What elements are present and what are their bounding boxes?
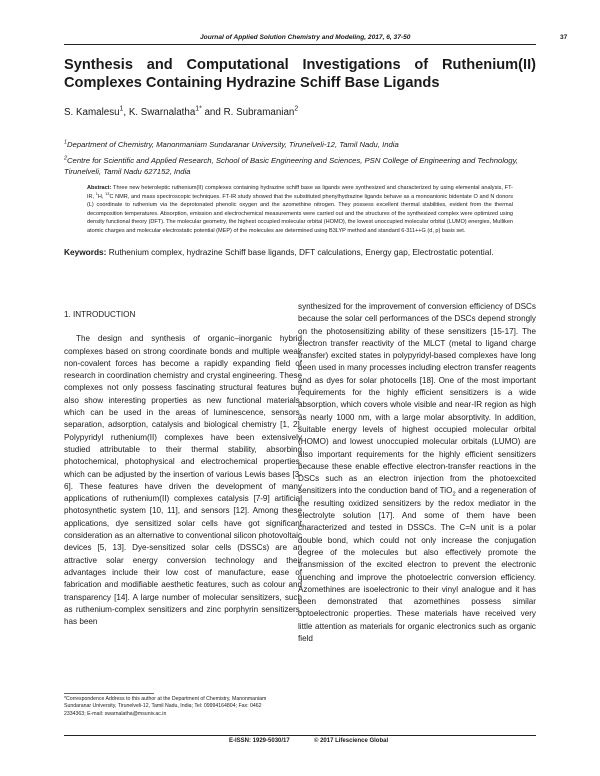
- abstract: [87, 184, 513, 236]
- author-affiliation-mark: 1: [119, 105, 124, 113]
- nmr-superscript: 1: [95, 190, 98, 196]
- abstract-text: Three new heteroleptic ruthenium(II) complexes containing hydrazine schiff base as ligands were synthesized and characterized by using elemental analysis, FT-IR,: [87, 185, 513, 200]
- affiliation-1: [64, 139, 536, 150]
- body-text: synthesized for the improvement of conversion efficiency of DSCs because the solar cell performances of the DSCs depend strongly on the photosensitizing ability of these sensitizers [15-17]. The electron transfer reactivity of the MLCT (metal to ligand charge transfer) excited states in polypyridyl-based complexes have long been used in many processes including electron transfer reagents and as dyes for solar photocells [18]. One of the most important requirements for the highly efficient sensitizers is a wide absorption, which covers whole visible and near-IR region as high as nearly 1000 nm, with a large molar absorptivity. In addition, suitable energy levels of highest occupied molecular orbital (HOMO) and lowest unoccupied molecular orbitals (LUMO) are also important requirements for the highly efficient sensitizers because these enable effective electron-transfer reactions in the DSCs such as an electron injection from the photoexcited sensitizers into the conduction band of TiO: [298, 302, 536, 496]
- nmr-superscript: 13: [105, 190, 110, 196]
- keywords-text: Ruthenium complex, hydrazine Schiff base ligands, DFT calculations, Energy gap, Electrostatic potential.: [106, 247, 494, 257]
- copyright: © 2017 Lifescience Global: [314, 738, 389, 744]
- section-heading: 1. INTRODUCTION: [64, 310, 136, 319]
- keywords: [64, 246, 536, 258]
- keywords-label: Keywords:: [64, 247, 107, 257]
- page-number: 37: [560, 34, 568, 41]
- abstract-text: C NMR, and mass spectroscopic techniques. FT-IR study showed that the substituted phenylhydrazine ligands behave as a monoanionic bidentate O and N donors (L) coordinate to ruthenium via the deprotonated phenolic oxygen and the azomethine nitrogen. They possess excellent thermal stabilities, evident from the thermal decomposition temperatures. Absorption, emission and electrochemical measurements were carried out and the structures of the synthesized complex were optimized using density functional theory (DFT). The molecular geometry, the highest occupied molecular orbital (HOMO), the lowest unoccupied molecular orbital (LUMO) energies, Mulliken atomic charges and molecular electrostatic potential (MEP) of the molecules are determined using B3LYP method and standard 6-311++G (d, p) basis set.: [87, 193, 513, 234]
- affiliation-mark: 2: [64, 155, 67, 162]
- affiliation-mark: 1: [64, 139, 67, 146]
- author-affiliation-mark: 1*: [195, 105, 202, 113]
- author-name: R. Subramanian: [223, 107, 295, 118]
- header-divider: [64, 44, 536, 45]
- issn: E-ISSN: 1929-5030/17: [229, 738, 290, 744]
- footnote-divider: [64, 693, 154, 694]
- author-name: S. Kamalesu: [64, 107, 120, 118]
- author-name: K. Swarnalatha: [128, 107, 196, 118]
- footer-divider: [64, 735, 536, 736]
- affiliation-text: Department of Chemistry, Manonmaniam Sundaranar University, Tirunelveli-12, Tamil Nadu, India: [67, 140, 399, 149]
- correspondence-footnote: *Correspondence Address to this author at the Department of Chemistry, Manonmaniam Sundaranar University, Tirunelveli-12, Tamil Nadu, India; Tel: 09994164804; Fax: 0462 2334363; E-mail: swarnalatha@msuniv.ac.in: [64, 696, 267, 717]
- article-title: Synthesis and Computational Investigations of Ruthenium(II) Complexes Containing Hydrazine Schiff Base Ligands: [64, 57, 536, 91]
- left-column: [64, 309, 302, 628]
- author-separator: ,: [123, 107, 129, 118]
- running-head: Journal of Applied Solution Chemistry and Modeling, 2017, 6, 37-50: [200, 34, 411, 41]
- intro-paragraph: The design and synthesis of organic–inorganic hybrid complexes based on strong coordinate bonds and multiple weak non-covalent forces has become a rapidly expanding field of research in coordination chemistry and crystal engineering. These complexes not only possess fascinating structural features but also show interesting properties as new functional materials, which can be used in the areas of luminescence, sensors, separation, adsorption, catalysis and biological chemistry [1, 2]. Polypyridyl ruthenium(II) complexes have been extensively studied attributable to their thermal stability, absorbing photochemical, photophysical and electrochemical properties, which can be adjusted by the insertion of various Lewis bases [3-6]. These features have driven the development of many applications of ruthenium(II) complexes catalysis [7-9] artificial photosynthetic system [10, 11], and sensors [12]. Among these applications, dye sensitized solar cells have got significant consideration as an alternative to conventional silicon photovoltaic devices [5, 13]. Dye-sensitized solar cells (DSSCs) are an attractive solar energy conversion technology and their advantages include their low cost of manufacture, ease of fabrication and modifiable aesthetic features, such as colour and transparency [14]. A large number of molecular sensitizers, such as ruthenium-complex sensitizers and zinc porphyrin sensitizers, has been: [64, 334, 302, 627]
- author-affiliation-mark: 2: [294, 105, 299, 113]
- right-column: [298, 301, 536, 645]
- body-text: and a regeneration of the resulting oxidized sensitizers by the redox mediator in the electrolyte solution [17]. And some of them have been characterized and tested in DSSCs. The C=N unit is a polar double bond, which could not only increase the conjugation degree of the molecules but also effectively promote the transmission of the excited electron to prevent the electronic quenching and improve the photoelectric conversion efficiency. Azomethines are isoelectronic to their vinyl analogue and it has been demonstrated that azomethines possess similar optoelectronic properties. These materials have received very little attention as materials for organic electronics such as organic field: [298, 486, 536, 644]
- affiliation-text: Centre for Scientific and Applied Research, School of Basic Engineering and Sciences, PSN College of Engineering and Technology, Tirunelveli, Tamil Nadu 627152, India: [64, 156, 518, 176]
- abstract-label: Abstract:: [87, 185, 112, 191]
- abstract-text: H,: [97, 193, 106, 200]
- affiliation-2: [64, 155, 536, 177]
- author-separator: and: [201, 107, 224, 118]
- author-list: [64, 107, 298, 118]
- subscript: 2: [452, 492, 456, 499]
